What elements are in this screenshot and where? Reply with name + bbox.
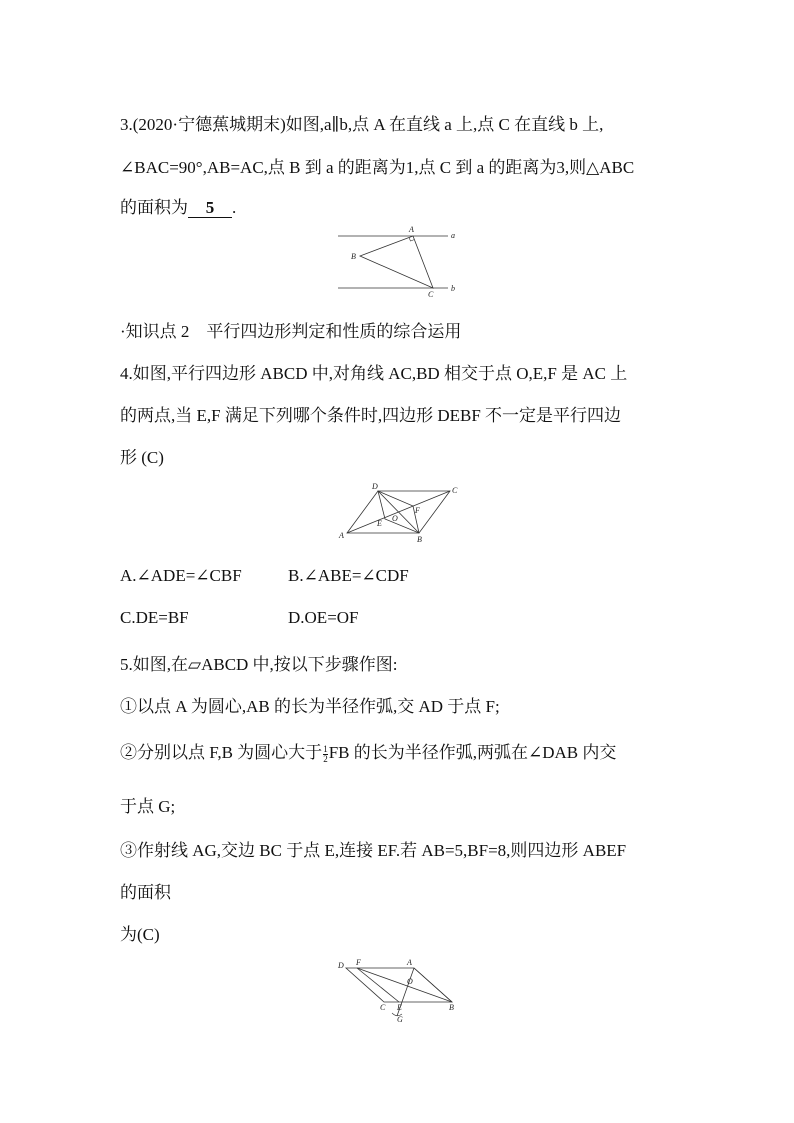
q3-label-C: C — [428, 290, 434, 299]
q4-label-E: E — [377, 519, 382, 528]
q3-line-2: ∠BAC=90°,AB=AC,点 B 到 a 的距离为1,点 C 到 a 的距离为3,则△ABC — [120, 158, 635, 177]
q4-label-O: O — [392, 514, 398, 523]
q5-step-3-cont: 的面积 — [120, 883, 171, 902]
q5-segment-ab — [414, 968, 452, 1002]
q4-label-A: A — [339, 531, 344, 540]
q3-triangle-abc — [360, 236, 433, 288]
q5-step-2-cont: 于点 G; — [120, 797, 176, 816]
q3-label-B: B — [351, 252, 356, 261]
q4-option-b: B.∠ABE=∠CDF — [288, 566, 409, 585]
q5-step-2-prefix: ②分别以点 F,B 为圆心大于 — [120, 743, 323, 762]
q4-diagonal-bd — [378, 491, 419, 533]
q5-label-C: C — [380, 1003, 386, 1012]
q4-label-B: B — [417, 535, 422, 544]
q5-label-D: D — [338, 961, 344, 970]
q5-label-G: G — [397, 1015, 403, 1024]
q3-label-b: b — [451, 284, 455, 293]
q5-label-O: O — [407, 977, 413, 986]
q5-parallelogram-abcd — [346, 968, 452, 1002]
q4-option-d: D.OE=OF — [288, 608, 359, 627]
q3-line-3 — [120, 193, 236, 218]
q4-option-a: A.∠ADE=∠CBF — [120, 566, 242, 585]
section-title: ·知识点 2 平行四边形判定和性质的综合运用 — [120, 322, 462, 341]
q3-label-A: A — [409, 225, 414, 234]
q5-fraction-denominator: 2 — [323, 753, 328, 764]
q5-fraction-half — [323, 745, 328, 764]
q5-label-A: A — [407, 958, 412, 967]
q3-figure — [330, 222, 470, 300]
q3-line-3-suffix: . — [232, 198, 237, 217]
q5-segment-fb — [357, 968, 452, 1002]
q5-answer-line: 为(C) — [120, 925, 160, 944]
q4-label-D: D — [372, 482, 378, 491]
q5-label-F: F — [356, 958, 361, 967]
q5-step-2-suffix: FB 的长为半径作弧,两弧在∠DAB 内交 — [328, 743, 617, 762]
q5-step-2 — [120, 738, 616, 764]
q5-line-1: 5.如图,在▱ABCD 中,按以下步骤作图: — [120, 655, 398, 674]
q4-line-1: 4.如图,平行四边形 ABCD 中,对角线 AC,BD 相交于点 O,E,F 是 AC 上 — [120, 364, 628, 383]
q5-fraction-numerator: 1 — [323, 743, 328, 754]
q5-figure — [330, 956, 465, 1026]
q4-figure — [335, 480, 465, 546]
q3-answer-blank: 5 — [188, 199, 232, 218]
q4-option-c: C.DE=BF — [120, 608, 189, 627]
q3-line-1: 3.(2020·宁德蕉城期末)如图,a∥b,点 A 在直线 a 上,点 C 在直线 b 上, — [120, 115, 604, 134]
q4-line-2: 的两点,当 E,F 满足下列哪个条件时,四边形 DEBF 不一定是平行四边 — [120, 406, 622, 425]
q5-label-E: E — [397, 1003, 402, 1012]
q4-label-F: F — [415, 506, 420, 515]
q5-step-1: ①以点 A 为圆心,AB 的长为半径作弧,交 AD 于点 F; — [120, 697, 500, 716]
q5-step-3: ③作射线 AG,交边 BC 于点 E,连接 EF.若 AB=5,BF=8,则四边形 ABEF — [120, 841, 627, 860]
q3-line-3-prefix: 的面积为 — [120, 198, 188, 217]
q5-label-B: B — [449, 1003, 454, 1012]
q3-label-a: a — [451, 231, 455, 240]
q4-line-3: 形 (C) — [120, 448, 164, 467]
q4-label-C: C — [452, 486, 458, 495]
